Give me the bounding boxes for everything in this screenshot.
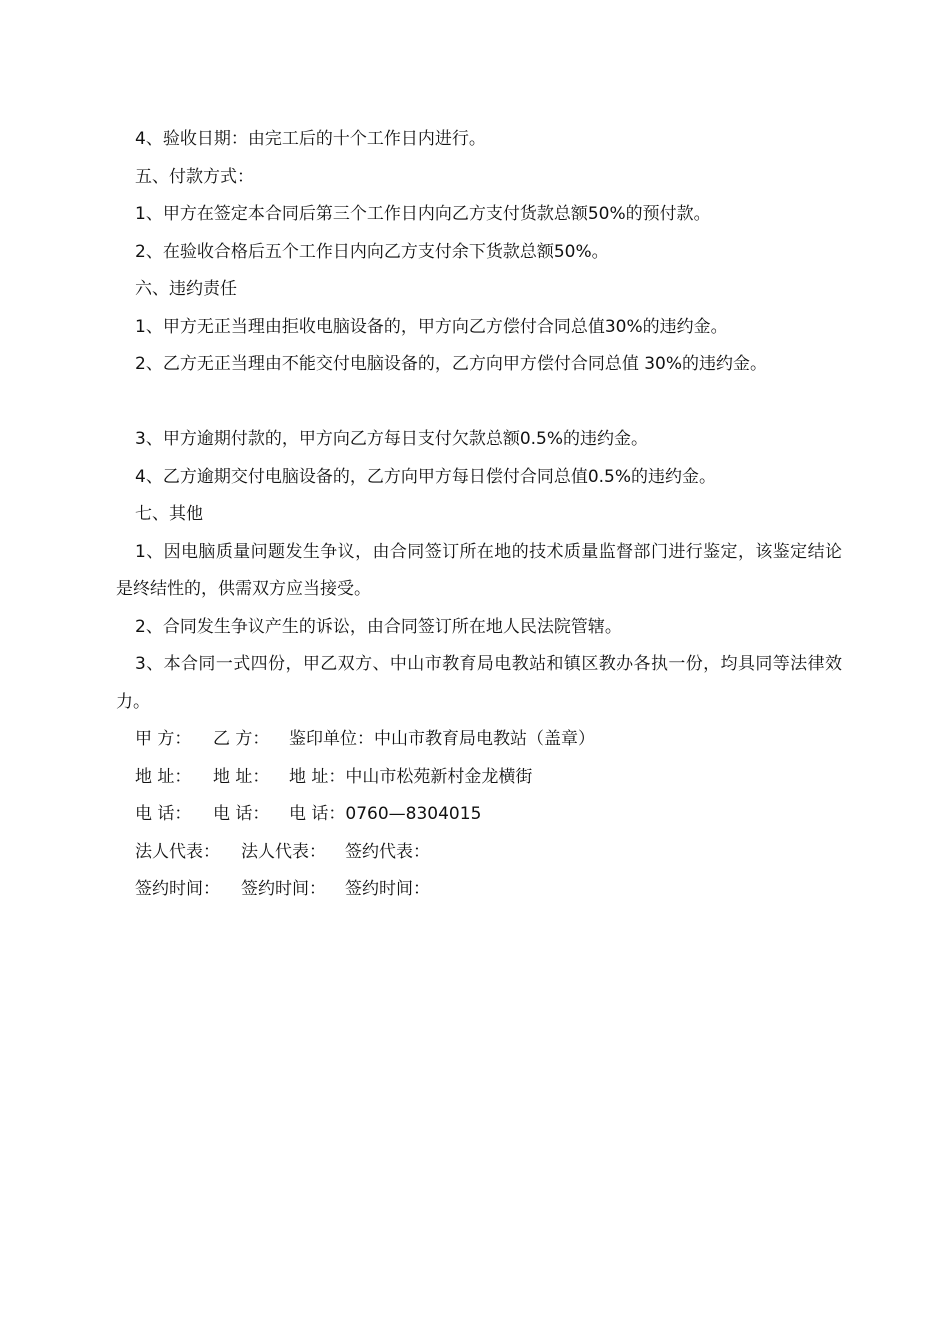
signature-row-parties bbox=[116, 721, 842, 759]
payment-section-title: 五、付款方式： bbox=[135, 166, 254, 187]
breach-clause-3: 3、甲方逾期付款的，甲方向乙方每日支付欠款总额0.5%的违约金。 bbox=[135, 429, 649, 449]
sign-time-c-label: 签约时间： bbox=[345, 879, 430, 899]
phone-c: 电 话：0760—8304015 bbox=[289, 804, 482, 824]
payment-clause-2: 2、在验收合格后五个工作日内向乙方支付余下货款总额50%。 bbox=[135, 241, 609, 262]
signature-row-representative bbox=[116, 834, 842, 872]
phone-a-label: 电 话： bbox=[135, 804, 192, 824]
signing-rep-label: 签约代表： bbox=[345, 841, 430, 862]
other-clause-1: 1、因电脑质量问题发生争议，由合同签订所在地的技术质量监督部门进行鉴定，该鉴定结论是终结性的，供需双方应当接受。 bbox=[116, 541, 842, 599]
acceptance-date-clause: 4、验收日期：由完工后的十个工作日内进行。 bbox=[135, 129, 486, 149]
signature-row-time bbox=[116, 871, 842, 909]
phone-b-label: 电 话： bbox=[213, 804, 270, 824]
blank-line bbox=[116, 384, 842, 422]
breach-clause-4: 4、乙方逾期交付电脑设备的，乙方向甲方每日偿付合同总值0.5%的违约金。 bbox=[135, 466, 717, 487]
party-a-label: 甲 方： bbox=[135, 729, 192, 749]
party-b-label: 乙 方： bbox=[213, 729, 270, 749]
breach-section-title: 六、违约责任 bbox=[135, 279, 237, 299]
sign-time-a-label: 签约时间： bbox=[135, 879, 220, 899]
other-section-title: 七、其他 bbox=[135, 504, 203, 524]
breach-clause-1: 1、甲方无正当理由拒收电脑设备的，甲方向乙方偿付合同总值30%的违约金。 bbox=[135, 316, 728, 337]
other-clause-2: 2、合同发生争议产生的诉讼，由合同签订所在地人民法院管辖。 bbox=[135, 616, 622, 637]
seal-unit: 鉴印单位：中山市教育局电教站（盖章） bbox=[289, 729, 595, 749]
signature-row-address bbox=[116, 759, 842, 797]
legal-rep-b-label: 法人代表： bbox=[241, 841, 326, 862]
address-c: 地 址：中山市松苑新村金龙横街 bbox=[289, 766, 533, 787]
breach-clause-2: 2、乙方无正当理由不能交付电脑设备的，乙方向甲方偿付合同总值 30%的违约金。 bbox=[135, 354, 768, 374]
signature-row-phone bbox=[116, 796, 842, 834]
signature-block bbox=[116, 721, 842, 909]
payment-clause-1: 1、甲方在签定本合同后第三个工作日内向乙方支付货款总额50%的预付款。 bbox=[135, 204, 711, 224]
contract-body bbox=[116, 121, 842, 909]
sign-time-b-label: 签约时间： bbox=[241, 879, 326, 899]
address-b-label: 地 址： bbox=[213, 766, 270, 787]
address-a-label: 地 址： bbox=[135, 766, 192, 787]
legal-rep-a-label: 法人代表： bbox=[135, 841, 220, 862]
other-clause-3: 3、本合同一式四份，甲乙双方、中山市教育局电教站和镇区教办各执一份，均具同等法律效力。 bbox=[116, 654, 842, 712]
